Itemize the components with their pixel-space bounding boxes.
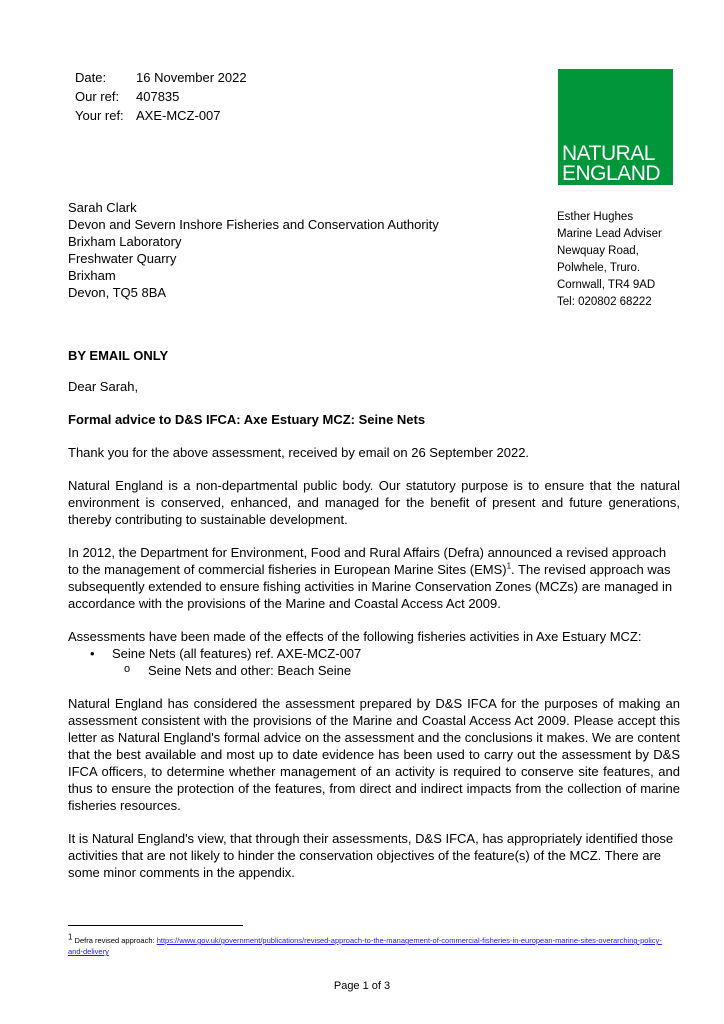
sender-address-line: Newquay Road,: [557, 245, 639, 257]
list-item: • Seine Nets (all features) ref. AXE-MCZ-007: [68, 645, 680, 662]
footnote-label: Defra revised approach:: [74, 936, 157, 945]
your-ref-row: [75, 106, 247, 125]
paragraph-3-text: In 2012, the Department for Environment, Food and Rural Affairs (Defra) announced a revised approach to the management of commercial fisheries in European Marine Sites (EMS): [68, 545, 667, 577]
footnote-reference[interactable]: 1: [506, 561, 512, 571]
paragraph-1: Thank you for the above assessment, received by email on 26 September 2022.: [68, 445, 530, 460]
letter-meta: [75, 68, 247, 125]
subject-line: Formal advice to D&S IFCA: Axe Estuary MCZ: Seine Nets: [68, 412, 426, 427]
sender-name: Esther Hughes: [557, 211, 634, 223]
recipient-name: Sarah Clark: [68, 200, 137, 215]
our-ref-label: Our ref:: [75, 89, 120, 104]
logo-line-2: ENGLAND: [562, 162, 661, 185]
footnote: [68, 932, 668, 957]
footnote-link[interactable]: https://www.gov.uk/government/publications/revised-approach-to-the-management-of-commercial-fisheries-in-european-marine-sites-overarching-policy-and-delivery: [68, 936, 662, 956]
by-email-notice: BY EMAIL ONLY: [68, 348, 169, 363]
natural-england-logo: [558, 69, 673, 185]
date-value: 16 November 2022: [136, 70, 247, 85]
page-number: Page 1 of 3: [333, 980, 391, 992]
our-ref-row: [75, 87, 247, 106]
sender-address-line: Cornwall, TR4 9AD: [557, 279, 656, 291]
sender-title: Marine Lead Adviser: [557, 228, 662, 240]
sub-list-item: o Seine Nets and other: Beach Seine: [68, 662, 680, 679]
date-row: [75, 68, 247, 87]
recipient-organisation: Devon and Severn Inshore Fisheries and Conservation Authority: [68, 217, 439, 232]
your-ref-value: AXE-MCZ-007: [136, 108, 221, 123]
our-ref-value: 407835: [136, 89, 180, 104]
paragraph-3: [68, 544, 680, 612]
paragraph-2: Natural England is a non-departmental public body. Our statutory purpose is to ensure that the natural environment is conserved, enhanced, and managed for the benefit of present and future generations, thereby contributing to sustainable development.: [68, 478, 680, 527]
recipient-address-line: Freshwater Quarry: [68, 251, 177, 266]
salutation: Dear Sarah,: [68, 379, 139, 394]
paragraph-6: It is Natural England's view, that through their assessments, D&S IFCA, has appropriately identified those activities that are not likely to hinder the conservation objectives of the feature(s) of the MCZ. There are some minor comments in the appendix.: [68, 831, 674, 880]
recipient-address-line: Devon, TQ5 8BA: [68, 285, 167, 300]
paragraph-5: Natural England has considered the assessment prepared by D&S IFCA for the purposes of making an assessment consistent with the provisions of the Marine and Coastal Access Act 2009. Please accept this letter as Natural England's formal advice on the assessment and the conclusions it makes. We are content that the best available and most up to date evidence has been used to carry out the assessment by D&S IFCA officers, to determine whether management of an activity is required to conserve site features, and thus to ensure the protection of the features, from direct and indirect impacts from the collection of marine fisheries resources.: [68, 696, 680, 813]
letter-body: [68, 347, 680, 881]
activities-list: [68, 645, 680, 679]
footnote-divider: [68, 925, 243, 926]
footnote-number: 1: [68, 932, 73, 942]
sender-address-line: Polwhele, Truro.: [557, 262, 641, 274]
sender-address: [557, 209, 662, 311]
recipient-address-line: Brixham Laboratory: [68, 234, 182, 249]
recipient-address-line: Brixham: [68, 268, 116, 283]
date-label: Date:: [75, 70, 107, 85]
paragraph-4: Assessments have been made of the effects of the following fisheries activities in Axe Estuary MCZ:: [68, 629, 642, 644]
sender-telephone: Tel: 020802 68222: [557, 296, 652, 308]
your-ref-label: Your ref:: [75, 108, 124, 123]
recipient-address: [68, 199, 439, 301]
logo-line-1: NATURAL: [562, 142, 655, 165]
paragraph-3-text-continued: . The revised approach was subsequently extended to ensure fishing activities in Marine Conservation Zones (MCZs) are managed in accordance with the provisions of the Marine and Coastal Access Act 2009.: [68, 562, 673, 611]
